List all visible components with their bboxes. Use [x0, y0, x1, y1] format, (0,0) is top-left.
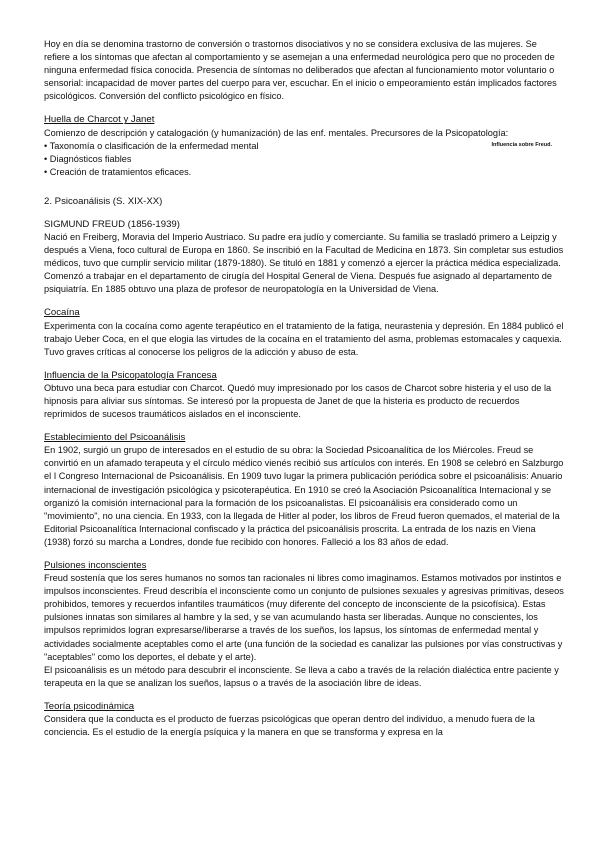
bullet-item: • Diagnósticos fiables: [44, 153, 132, 164]
charcot-bullets: [44, 140, 564, 179]
establecimiento-heading: Establecimiento del Psicoanálisis: [44, 432, 186, 444]
cocaina-text: Experimenta con la cocaína como agente terapéutico en el tratamiento de la fatiga, neurastenia y depresión. En 1884 publicó el trabajo Ueber Coca, en el que elogia las virtudes de la cocaína en el tratamiento del asma, problemas estomacales y caquexia. Tuvo graves críticas al conocerse los peligros de la adicción y abuso de esta.: [44, 320, 564, 357]
cocaina-heading: Cocaína: [44, 307, 80, 319]
teoria-text: Considera que la conducta es el producto de fuerzas psicológicas que operan dentro del individuo, a menudo fuera de la conciencia. Es el estudio de la energía psíquica y la manera en que se transforma y expresa en la: [44, 714, 535, 738]
side-note: Influencia sobre Freud.: [491, 141, 552, 148]
teoria-heading: Teoría psicodinámica: [44, 700, 135, 712]
charcot-heading: Huella de Charcot y Janet: [44, 114, 155, 126]
charcot-text: Comienzo de descripción y catalogación (y humanización) de las enf. mentales. Precursores de la Psicopatología:: [44, 127, 509, 138]
intro-paragraph: Hoy en día se denomina trastorno de conversión o trastornos disociativos y no se considera exclusiva de las mujeres. Se refiere a los síntomas que afectan al comportamiento y se asemejan a una enfermedad neurológica pero que no proceden de ninguna enfermedad física conocida. Presencia de síntomas no deliberados que afectan al funcionamiento motor voluntario o sensorial: incapacidad de mover partes del cuerpo para ver, escuchar. En el inicio o empeoramiento están implicados factores psicológicos. Conversión del conflicto psicológico en físico.: [44, 39, 557, 102]
section-title: 2. Psicoanálisis (S. XIX-XX): [44, 195, 163, 207]
establecimiento-text: En 1902, surgió un grupo de interesados en el estudio de su obra: la Sociedad Psicoanalítica de los Miércoles. Freud se convirtió en un afamado terapeuta y el círculo médico vienés recibió sus artículos con interés. En 1908 se celebró en Salzburgo el I Congreso Internacional de Psicoanálisis. En 1909 tuvo lugar la primera publicación periódica sobre el psicoanálisis: Anuario internacional de investigación psicológica y psicoterapéutica. En 1910 se creó la Asociación Psicoanalítica Internacional y se organizó la comisión internacional para la formación de los psicoanalistas. El psicoanálisis era considerado como un "movimiento", no una ciencia. En 1933, con la llegada de Hitler al poder, los libros de Freud fueron quemados, el material de la Editorial Psicoanalítica Internacional confiscado y la práctica del psicoanálisis proscrita. La entrada de los nazis en Viena (1938) forzó su marcha a Londres, donde fue recibido con honores. Falleció a los 83 años de edad.: [44, 445, 564, 547]
bullet-item: • Creación de tratamientos eficaces.: [44, 166, 192, 177]
francesa-text: Obtuvo una beca para estudiar con Charcot. Quedó muy impresionado por los casos de Charcot sobre histeria y el uso de la hipnosis para aliviar sus síntomas. Se interesó por la propuesta de Janet de que la histeria es producto de recuerdos reprimidos de sucesos traumáticos aislados en el inconsciente.: [44, 382, 552, 420]
document-page: [44, 38, 564, 739]
pulsiones-text: Freud sostenía que los seres humanos no somos tan racionales ni libres como imaginamos. Estamos motivados por instintos e impulsos inconscientes. Freud describía el inconsciente como un conjunto de pulsiones sexuales y agresivas primitivas, deseos prohibidos, temores y recuerdos infantiles traumáticos (muy diferente del concepto de inconsciente de la psicofísica). Estas pulsiones innatas son similares al hambre y la sed, y se van acumulando hasta ser liberadas. Aunque no conscientes, los impulsos reprimidos logran expresarse/liberarse a través de los sueños, los lapsus, los síntomas de enfermedad mental y actividades socialmente aceptables como el arte (una función de la sociedad es canalizar las pulsiones por vías constructivas y "aceptables" como los deportes, el debate y el arte).: [44, 573, 564, 662]
pulsiones-heading: Pulsiones inconscientes: [44, 560, 147, 571]
bullet-item: • Taxonomía o clasificación de la enfermedad mental: [44, 140, 259, 151]
pulsiones-text-2: El psicoanálisis es un método para descubrir el inconsciente. Se lleva a cabo a través de la relación dialéctica entre paciente y terapeuta en la que se analizan los sueños, lapsus o a través de la asociación libre de ideas.: [44, 664, 559, 688]
francesa-heading: Influencia de la Psicopatología Francesa: [44, 369, 217, 381]
freud-text: Nació en Freiberg, Moravia del Imperio Austriaco. Su padre era judío y comerciante. Su familia se trasladó primero a Leipzig y después a Viena, foco cultural de Europa en 1860. Se inscribió en la Facultad de Medicina en 1873. Sin completar sus estudios médicos, tuvo que cumplir servicio militar (1879-1880). Se tituló en 1881 y comenzó a ejercer la práctica médica especializada. Comenzó a trabajar en el departamento de cirugía del Hospital General de Viena. Después fue asignado al departamento de psiquiatría. En 1885 obtuvo una plaza de profesor de neuropatología en la Universidad de Viena.: [44, 231, 564, 295]
freud-heading: SIGMUND FREUD (1856-1939): [44, 218, 180, 230]
